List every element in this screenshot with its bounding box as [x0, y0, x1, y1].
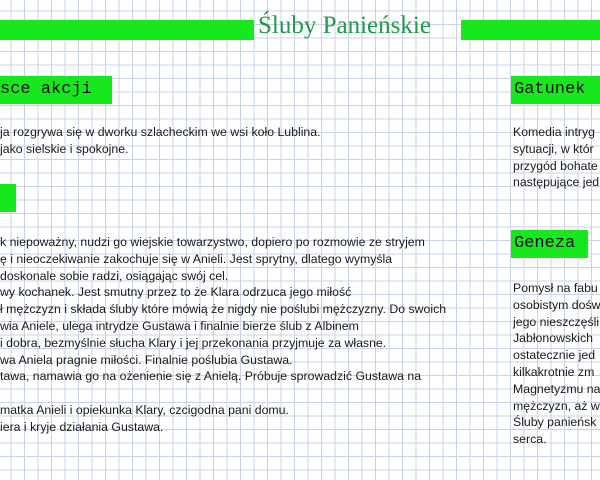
- text-line: Jabłonowskich: [513, 331, 593, 346]
- title-bar-right: [461, 20, 600, 40]
- text-line: jako sielskie i spokojne.: [0, 141, 129, 156]
- text-line: następujące jed: [513, 175, 600, 190]
- section-label-gatunek: [511, 76, 600, 104]
- section-label-geneza: [511, 230, 588, 258]
- section-label-miejsce: [0, 76, 112, 104]
- section-label-miejsce-text: sce akcji: [0, 80, 92, 99]
- text-line: kilkakrotnie zm: [513, 364, 595, 379]
- text-line: serca.: [513, 432, 547, 447]
- text-line: Magnetyzmu na: [513, 381, 600, 396]
- section-text-gatunek: [513, 124, 599, 191]
- text-line: i dobra, bezmyślnie słucha Klary i jej przekonania przyjmuje za własne.: [0, 335, 387, 350]
- title-bar-left: [0, 20, 254, 40]
- text-line: Pomysł na fabu: [513, 281, 598, 295]
- section-text-miejsce: [0, 124, 321, 158]
- text-line: matka Anieli i opiekunka Klary, czcigodna pani domu.: [0, 402, 289, 417]
- section-label-geneza-text: Geneza: [514, 234, 576, 253]
- text-line: ostatecznie jed: [513, 348, 596, 363]
- text-line: przygód bohate: [513, 158, 598, 173]
- text-line: tawa, namawia go na ożenienie się z Anielą. Próbuje sprowadzić Gustawa na: [0, 369, 422, 384]
- text-line: wa Aniela pragnie miłości. Finalnie poślubia Gustawa.: [0, 352, 293, 367]
- text-line: doskonale sobie radzi, osiągając swój cel.: [0, 268, 229, 283]
- text-line: sytuacji, w któr: [513, 141, 594, 156]
- text-line: ja rozgrywa się w dworku szlacheckim we wsi koło Lublina.: [0, 125, 321, 139]
- text-line: wy kochanek. Jest smutny przez to że Klara odrzuca jego miłość: [0, 285, 352, 300]
- text-line: osobistym dośw: [513, 297, 600, 312]
- text-line: iera i kryje działania Gustawa.: [0, 419, 164, 434]
- text-line: ę i nieoczekiwanie zakochuje się w Anieli. Jest sprytny, dlatego wymyśla: [0, 251, 393, 266]
- text-line: [0, 385, 446, 402]
- text-line: jego nieszczęśli: [513, 314, 600, 329]
- section-label-gatunek-text: Gatunek: [514, 80, 586, 99]
- section-text-geneza: [513, 280, 600, 448]
- section-text-postacie: [0, 234, 446, 436]
- page-title: Śluby Panieńskie: [258, 12, 431, 39]
- text-line: wia Aniele, ulega intrydze Gustawa i finalnie bierze ślub z Albinem: [0, 318, 359, 333]
- section-label-postacie: [0, 184, 16, 212]
- text-line: mężczyzn, aż w: [513, 398, 600, 413]
- text-line: ł mężczyzn i składa śluby które mówią że nigdy nie poślubi mężczyzny. Do swoich: [0, 302, 447, 317]
- text-line: Komedia intryg: [513, 125, 596, 139]
- text-line: k niepoważny, nudzi go wiejskie towarzystwo, dopiero po rozmowie ze stryjem: [0, 235, 425, 249]
- text-line: Śluby panieńsk: [513, 415, 597, 430]
